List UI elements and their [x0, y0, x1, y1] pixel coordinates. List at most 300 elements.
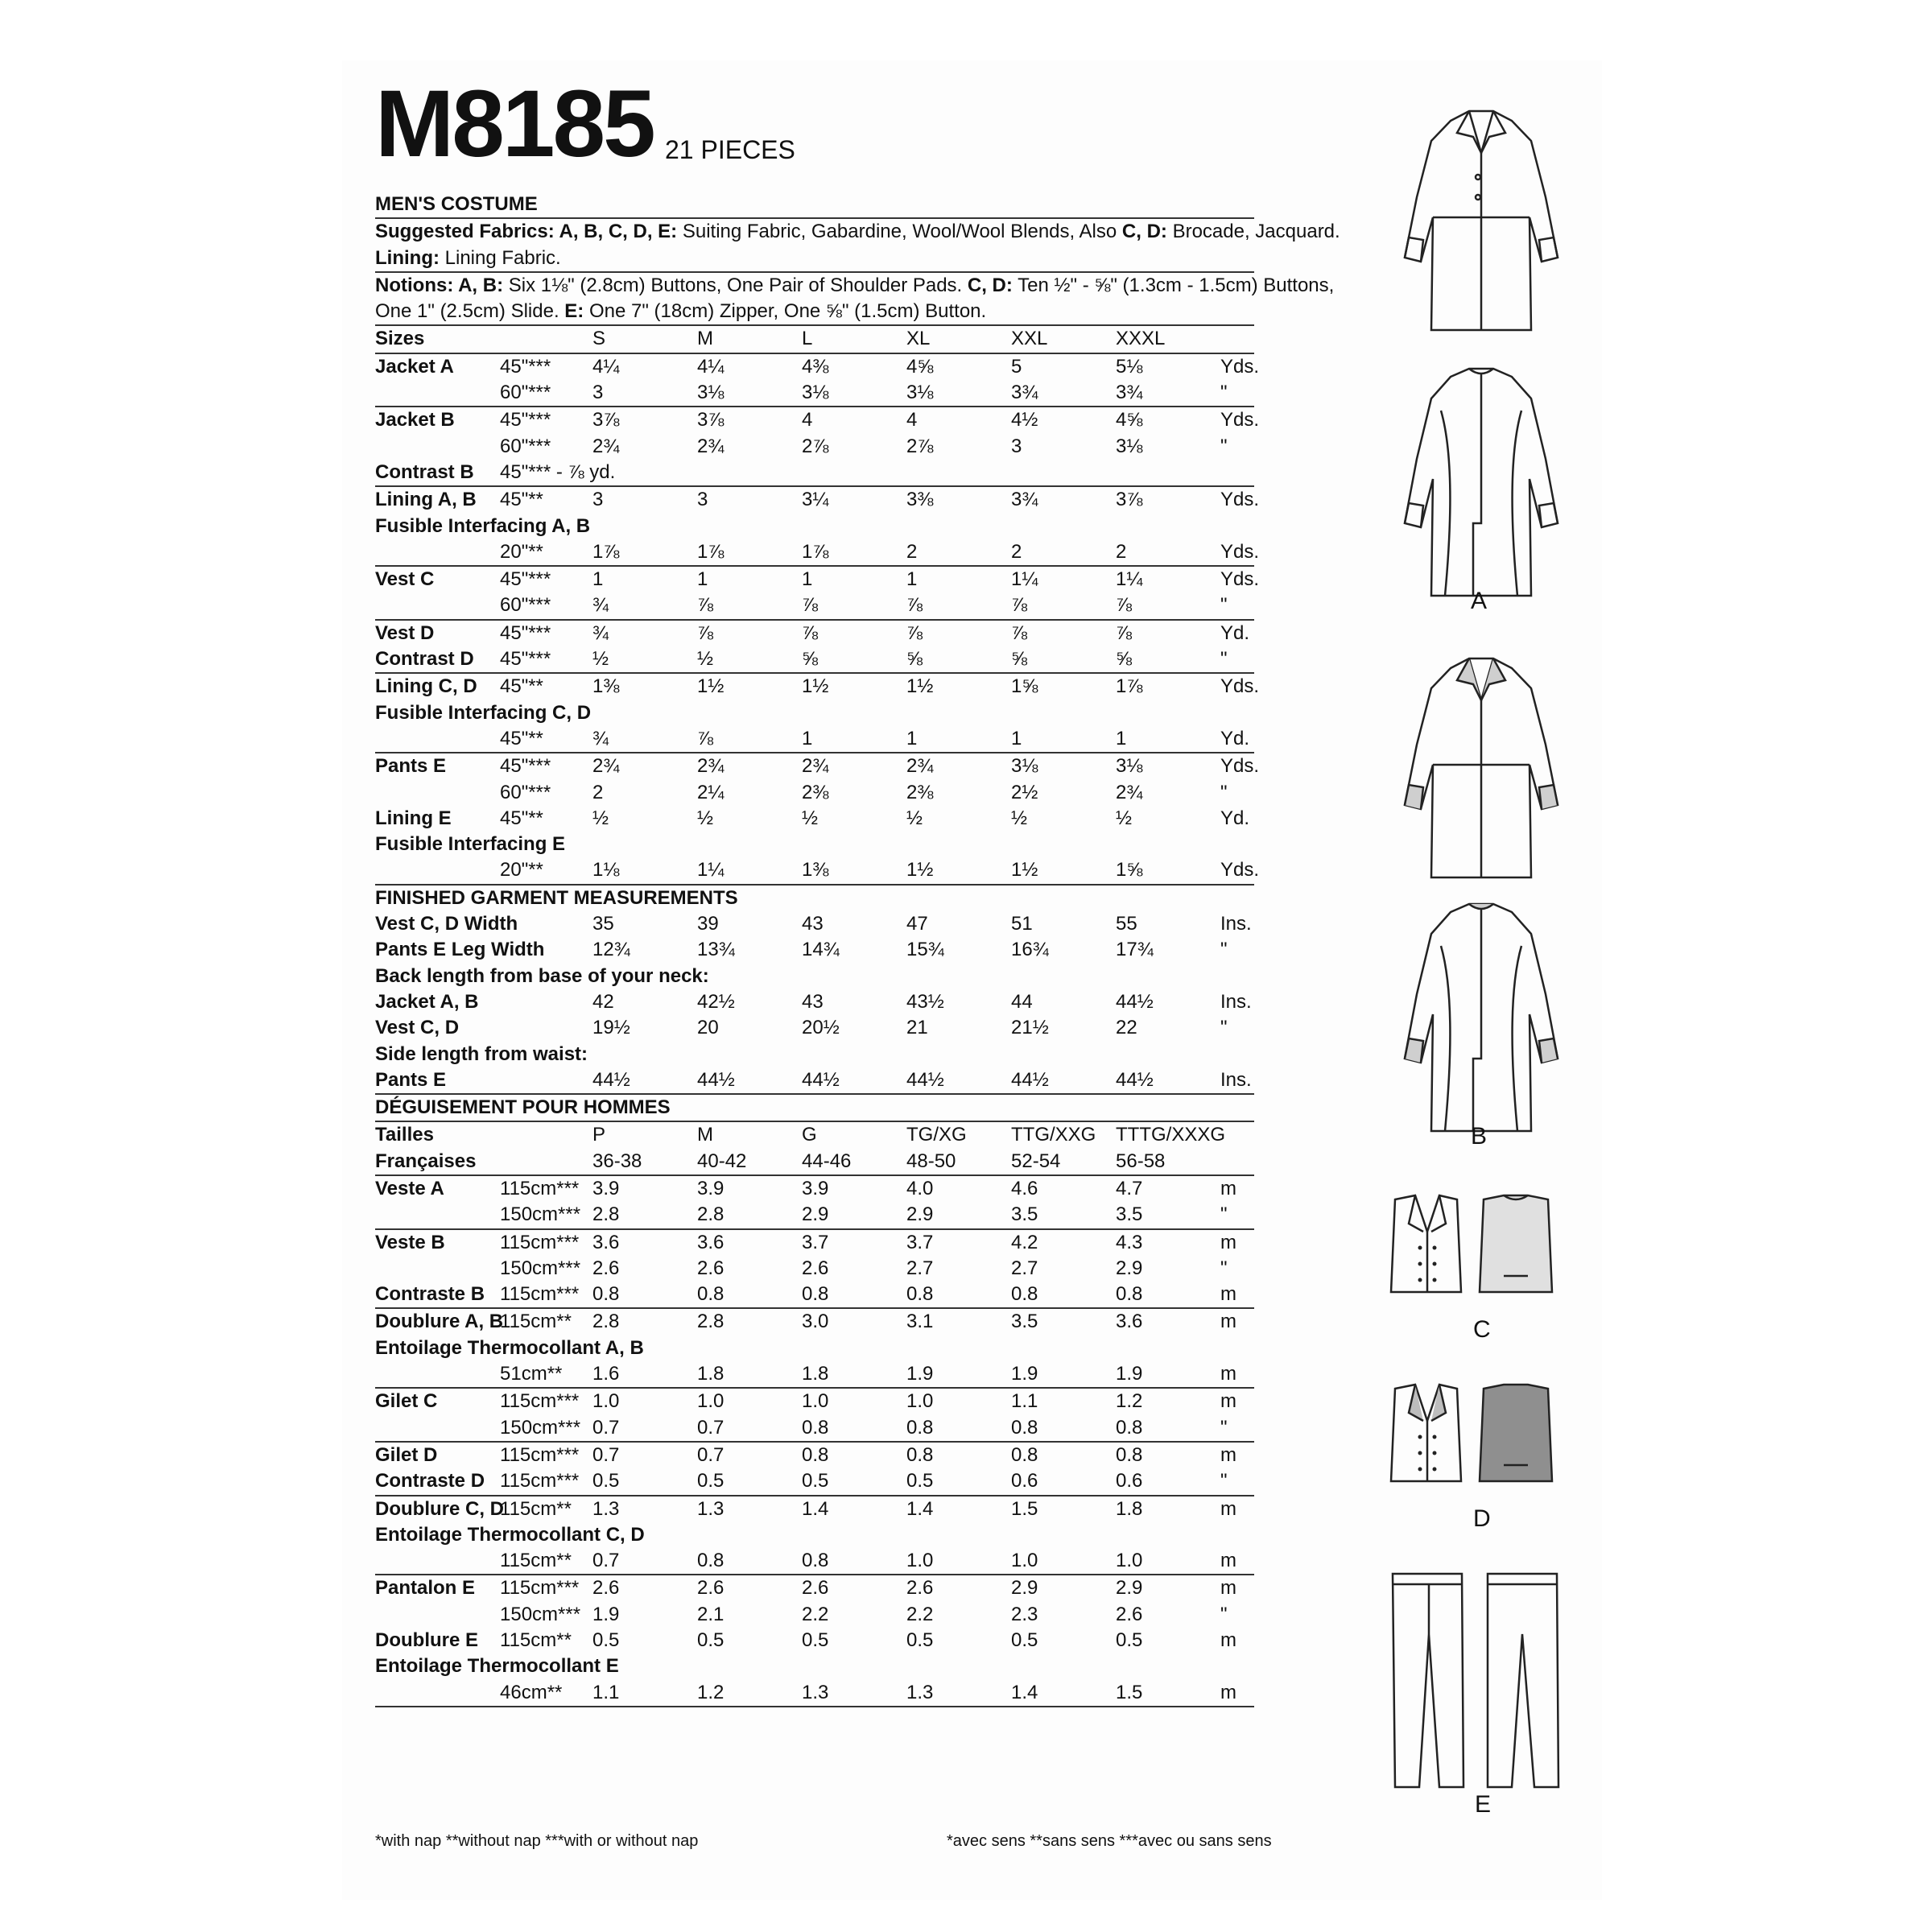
size-value: 2	[1116, 540, 1127, 563]
table-row	[375, 726, 1254, 752]
size-value: 21½	[1011, 1017, 1049, 1039]
size-value: 2.9	[802, 1203, 829, 1226]
jacket-b-back-drawing	[1393, 898, 1570, 1139]
fabric-width: 45"**	[500, 489, 543, 511]
size-value	[592, 1653, 697, 1679]
unit: Yds.	[1220, 568, 1260, 591]
size-value: 4.7	[1116, 1177, 1143, 1199]
unit: "	[1220, 1470, 1228, 1492]
fabric-width: 45"***	[500, 409, 551, 431]
size-value: 5	[1011, 355, 1022, 378]
fabric-width	[500, 937, 592, 963]
size-value: 4½	[1011, 409, 1038, 431]
size-value: 2.9	[1011, 1577, 1038, 1600]
size-value: 4.2	[1011, 1231, 1038, 1253]
view-label-c: C	[1473, 1316, 1491, 1343]
fabric-width	[500, 911, 592, 937]
row-label: Vest D	[375, 621, 435, 644]
size-value: 3⅛	[1116, 755, 1143, 778]
unit	[1220, 1653, 1254, 1679]
size-value: 44½	[592, 1068, 630, 1091]
size-value: 0.6	[1011, 1470, 1038, 1492]
size-value: 4⅝	[906, 355, 934, 378]
size-value: 1.0	[697, 1390, 724, 1413]
row-label: Fusible Interfacing E	[375, 833, 566, 856]
size-value: 3¾	[1011, 382, 1038, 404]
size-value: 3¾	[1116, 382, 1143, 404]
size-value: 2¾	[592, 755, 620, 778]
size-value: 40-42	[697, 1150, 747, 1172]
size-value	[906, 964, 1011, 989]
table-row	[375, 1680, 1254, 1706]
measurement-row	[375, 1042, 1254, 1067]
table-row	[375, 780, 1254, 806]
unit	[1220, 832, 1254, 857]
size-value: 4⅜	[802, 355, 829, 378]
unit: "	[1220, 939, 1228, 961]
size-value	[1116, 832, 1220, 857]
row-label	[375, 592, 500, 618]
size-value: 2.3	[1011, 1603, 1038, 1625]
size-value: ½	[697, 807, 714, 829]
size-value: 4.0	[906, 1177, 934, 1199]
size-value: 1.4	[906, 1497, 934, 1520]
size-value: 1	[592, 568, 604, 591]
unit: m	[1220, 1363, 1236, 1385]
unit: Yds.	[1220, 540, 1260, 563]
fabric-width: 45"***	[500, 621, 551, 644]
size-value: 44	[1011, 990, 1033, 1013]
size-value: 44-46	[802, 1150, 852, 1172]
size-value: 4	[906, 409, 918, 431]
yardage-chart	[375, 192, 1340, 1707]
size-value	[1116, 1335, 1220, 1361]
notions-line: Notions: A, B: Six 1⅛" (2.8cm) Buttons, One Pair of Shoulder Pads. C, D: Ten ½" - ⅝" (1.3cm - 1.5cm) Buttons,	[375, 274, 1335, 296]
notions-line-2: One 1" (2.5cm) Slide. E: One 7" (18cm) Zipper, One ⅝" (1.5cm) Button.	[375, 300, 987, 323]
row-label: Vest C, D	[375, 1017, 460, 1039]
size-value	[1116, 964, 1220, 989]
size-value: 0.8	[1116, 1283, 1143, 1306]
table-row	[375, 380, 1254, 406]
unit: m	[1220, 1177, 1236, 1199]
table-row	[375, 460, 1254, 485]
size-value	[1116, 1653, 1220, 1679]
unit: "	[1220, 594, 1228, 617]
size-value: ⅞	[697, 621, 714, 644]
vest-d-drawing	[1383, 1381, 1584, 1493]
size-value: 12¾	[592, 939, 630, 961]
row-label	[375, 434, 500, 460]
size-value: 2.6	[802, 1577, 829, 1600]
table-row	[375, 621, 1254, 646]
size-value: ⅞	[1116, 594, 1133, 617]
fabric-width: 115cm**	[500, 1311, 572, 1333]
unit: m	[1220, 1311, 1236, 1333]
row-label: Lining C, D	[375, 675, 477, 698]
size-value: 0.8	[906, 1443, 934, 1466]
view-label-a: A	[1471, 588, 1488, 614]
unit: "	[1220, 781, 1228, 803]
size-value: 0.7	[592, 1416, 620, 1439]
fabric-width: 20"**	[500, 859, 543, 881]
size-value: 0.5	[1011, 1629, 1038, 1652]
size-value	[592, 1522, 697, 1548]
sizes-row	[375, 1122, 1254, 1148]
size-value: ½	[592, 807, 609, 829]
size-value: 3⅛	[802, 382, 829, 404]
size-value: 3	[592, 489, 604, 511]
size-value: 1.9	[592, 1603, 620, 1625]
size-value: 0.8	[802, 1443, 829, 1466]
size-value: 1½	[802, 675, 829, 698]
size-value: 1½	[906, 859, 934, 881]
size-value: 42	[592, 990, 614, 1013]
size-value: XXL	[1011, 328, 1048, 350]
fabric-width: 115cm***	[500, 1577, 580, 1600]
size-value: 44½	[1011, 1068, 1049, 1091]
size-value	[1116, 1522, 1220, 1548]
fabric-width	[500, 1015, 592, 1041]
size-value: 0.8	[697, 1550, 724, 1572]
size-value: ⅝	[802, 648, 819, 671]
table-row	[375, 1468, 1254, 1494]
row-label: Jacket A	[375, 355, 454, 378]
size-value: 2.6	[592, 1577, 620, 1600]
size-value: 3	[1011, 435, 1022, 457]
size-value: 1	[1116, 727, 1127, 749]
table-row	[375, 700, 1254, 726]
size-value: 56-58	[1116, 1150, 1166, 1172]
row-label	[375, 780, 500, 806]
table-row	[375, 592, 1254, 618]
row-label: Pants E	[375, 1068, 447, 1091]
size-value: 2	[592, 781, 604, 803]
size-value: 2.6	[1116, 1603, 1143, 1625]
row-label: Doublure A, B	[375, 1311, 504, 1333]
size-value: 0.5	[592, 1470, 620, 1492]
size-value: 1.8	[802, 1363, 829, 1385]
size-value	[592, 1335, 697, 1361]
size-value: 39	[697, 913, 719, 935]
size-value	[906, 1042, 1011, 1067]
size-value: ⅝	[906, 648, 923, 671]
row-label: Fusible Interfacing A, B	[375, 514, 591, 537]
measurement-row	[375, 964, 1254, 989]
unit: "	[1220, 1603, 1228, 1625]
size-value: 3.5	[1116, 1203, 1143, 1226]
row-label: Jacket B	[375, 409, 455, 431]
fabric-width: 60"***	[500, 781, 551, 803]
size-value: 2.8	[592, 1203, 620, 1226]
table-row	[375, 1282, 1254, 1307]
fabric-width	[500, 1653, 592, 1679]
fabrics-line: Suggested Fabrics: A, B, C, D, E: Suiting Fabric, Gabardine, Wool/Wool Blends, Also C, D: Brocade, Jacquard.	[375, 221, 1340, 243]
size-value: 55	[1116, 913, 1137, 935]
size-value: 1.0	[1011, 1550, 1038, 1572]
row-label: Vest C, D Width	[375, 913, 518, 935]
row-label	[375, 1202, 500, 1228]
unit: Yd.	[1220, 727, 1250, 749]
size-value: 1.2	[697, 1681, 724, 1703]
size-value	[1011, 1653, 1116, 1679]
size-value: 3⅛	[906, 382, 934, 404]
size-value: 1.3	[592, 1497, 620, 1520]
unit	[1220, 326, 1254, 352]
view-label-d: D	[1473, 1505, 1491, 1532]
size-value: 14¾	[802, 939, 840, 961]
size-value	[802, 964, 906, 989]
lining-line: Lining: Lining Fabric.	[375, 246, 561, 269]
size-value: ½	[1116, 807, 1133, 829]
fabric-width: 150cm***	[500, 1416, 581, 1439]
size-value: 3.9	[592, 1177, 620, 1199]
size-value: 1.5	[1116, 1681, 1143, 1703]
size-value: 20½	[802, 1017, 840, 1039]
size-value	[802, 832, 906, 857]
size-value	[802, 700, 906, 726]
size-value	[1011, 1335, 1116, 1361]
size-value: 48-50	[906, 1150, 956, 1172]
size-value	[592, 514, 697, 539]
fabric-width: 115cm***	[500, 1470, 580, 1492]
size-value: 0.5	[906, 1470, 934, 1492]
row-label: Tailles	[375, 1124, 434, 1146]
size-value: 1.9	[906, 1363, 934, 1385]
size-value: 1.2	[1116, 1390, 1143, 1413]
size-value: 2⅞	[906, 435, 934, 457]
size-value: 3	[592, 382, 604, 404]
section-title-english: MEN'S COSTUME	[375, 193, 538, 215]
size-value: 1	[906, 568, 918, 591]
jacket-a-back-drawing	[1393, 362, 1570, 604]
size-value: 3.9	[697, 1177, 724, 1199]
row-label	[375, 1256, 500, 1282]
size-value: 2.9	[1116, 1257, 1143, 1279]
size-value: 1.0	[906, 1550, 934, 1572]
size-value: TTTG/XXXG	[1116, 1124, 1226, 1146]
size-value: 1	[802, 727, 813, 749]
size-value: 4¼	[697, 355, 724, 378]
size-value: ⅞	[906, 594, 923, 617]
size-value: 3.6	[592, 1231, 620, 1253]
fabric-width: 45"***	[500, 355, 551, 378]
unit: Yds.	[1220, 409, 1260, 431]
size-value: 2¾	[906, 755, 934, 778]
sizes-row	[375, 1149, 1254, 1174]
size-value	[1011, 832, 1116, 857]
unit: Yds.	[1220, 859, 1260, 881]
size-value	[802, 460, 906, 485]
size-value	[592, 964, 697, 989]
size-value: 5⅛	[1116, 355, 1143, 378]
table-row	[375, 832, 1254, 857]
section-title-french: DÉGUISEMENT POUR HOMMES	[375, 1096, 671, 1119]
row-label: Veste A	[375, 1177, 444, 1199]
fabric-width: 115cm***	[500, 1231, 580, 1253]
unit: m	[1220, 1443, 1236, 1466]
fabric-width	[500, 1067, 592, 1093]
table-row	[375, 1230, 1254, 1256]
fabric-width: 51cm**	[500, 1363, 563, 1385]
table-row	[375, 487, 1260, 513]
measurement-row	[375, 937, 1254, 963]
fabric-width: 45"*** - ⅞ yd.	[500, 460, 616, 483]
size-value	[697, 1042, 802, 1067]
size-value: 4⅝	[1116, 409, 1143, 431]
fabric-width: 60"***	[500, 594, 551, 617]
size-value: 0.5	[1116, 1629, 1143, 1652]
size-value: 43	[802, 913, 824, 935]
size-value: ⅝	[1011, 648, 1028, 671]
row-label: Side length from waist:	[375, 1042, 588, 1065]
fabric-width: 115cm***	[500, 1283, 580, 1306]
size-value: 1½	[697, 675, 724, 698]
size-value: ½	[592, 648, 609, 671]
row-label: Gilet C	[375, 1390, 438, 1413]
size-value: G	[802, 1124, 817, 1146]
size-value	[906, 1653, 1011, 1679]
size-value: ½	[1011, 807, 1028, 829]
size-value: 2¼	[697, 781, 724, 803]
unit	[1220, 1122, 1254, 1148]
size-value: 0.8	[1011, 1416, 1038, 1439]
size-value: 1.0	[906, 1390, 934, 1413]
sizes-header-row	[375, 326, 1254, 353]
fabric-width: 20"**	[500, 540, 543, 563]
measurement-row	[375, 911, 1254, 937]
size-value	[1011, 460, 1116, 485]
size-value: S	[592, 328, 606, 350]
size-value: 0.5	[697, 1629, 724, 1652]
row-label: Gilet D	[375, 1443, 438, 1466]
size-value: P	[592, 1124, 606, 1146]
size-value: 2⅜	[802, 781, 829, 803]
table-row	[375, 806, 1254, 832]
size-value: 3⅞	[592, 409, 620, 431]
size-value: 4¼	[592, 355, 620, 378]
fabric-width: 60"***	[500, 435, 551, 457]
size-value: 0.5	[802, 1629, 829, 1652]
size-value: 2⅞	[802, 435, 829, 457]
size-value: 3.7	[802, 1231, 829, 1253]
size-value: 43	[802, 990, 824, 1013]
table-row	[375, 1309, 1254, 1335]
finished-measurements	[375, 911, 1254, 1093]
size-value: 0.8	[592, 1283, 620, 1306]
unit	[1220, 1522, 1254, 1548]
unit: m	[1220, 1629, 1236, 1652]
size-value: 0.7	[592, 1443, 620, 1466]
size-value: 2¾	[1116, 781, 1143, 803]
size-value: 13¾	[697, 939, 735, 961]
size-value: 35	[592, 913, 614, 935]
size-value: 3⅛	[1011, 755, 1038, 778]
footnote-french: *avec sens **sans sens ***avec ou sans sens	[947, 1832, 1272, 1850]
size-value: 52-54	[1011, 1150, 1061, 1172]
size-value	[1116, 514, 1220, 539]
unit: Yds.	[1220, 489, 1260, 511]
table-row	[375, 1361, 1254, 1387]
finished-measurements-title: FINISHED GARMENT MEASUREMENTS	[375, 886, 738, 909]
table-row	[375, 1415, 1254, 1441]
size-value: 2.6	[802, 1257, 829, 1279]
table-row	[375, 407, 1260, 433]
size-value: 1¼	[697, 859, 724, 881]
size-value: 0.5	[906, 1629, 934, 1652]
size-value	[906, 1522, 1011, 1548]
size-value: ⅞	[697, 727, 714, 749]
fabric-width	[500, 964, 592, 989]
size-value: 1.4	[1011, 1681, 1038, 1703]
size-value: 2.7	[906, 1257, 934, 1279]
table-row	[375, 539, 1260, 565]
size-value: 2.9	[1116, 1577, 1143, 1600]
size-value: 3.0	[802, 1311, 829, 1333]
size-value	[906, 700, 1011, 726]
size-value: 2.2	[802, 1603, 829, 1625]
size-value: 0.8	[1011, 1443, 1038, 1466]
fabric-width: 150cm***	[500, 1203, 581, 1226]
size-value: 3⅛	[697, 382, 724, 404]
size-value: 3.6	[1116, 1311, 1143, 1333]
size-value: ½	[802, 807, 819, 829]
size-value	[802, 514, 906, 539]
row-label: Doublure E	[375, 1629, 479, 1652]
unit: "	[1220, 1416, 1228, 1439]
size-value: 0.8	[906, 1416, 934, 1439]
size-value	[697, 964, 802, 989]
size-value: 1⅜	[592, 675, 620, 698]
size-value: 1¼	[1011, 568, 1038, 591]
table-row	[375, 1575, 1254, 1601]
size-value	[1116, 1042, 1220, 1067]
row-label: Contraste D	[375, 1470, 485, 1492]
size-value: 2.2	[906, 1603, 934, 1625]
table-row	[375, 1522, 1254, 1548]
size-value	[697, 700, 802, 726]
size-value: 51	[1011, 913, 1033, 935]
size-value	[697, 1653, 802, 1679]
size-value: ⅞	[906, 621, 923, 644]
size-value: ⅞	[802, 594, 819, 617]
measurement-row	[375, 1067, 1254, 1093]
size-value: 42½	[697, 990, 735, 1013]
unit: Ins.	[1220, 1068, 1252, 1091]
fabric-width	[500, 1122, 592, 1148]
size-value	[1011, 964, 1116, 989]
row-label	[375, 539, 500, 565]
size-value: 1.1	[1011, 1390, 1038, 1413]
table-row	[375, 1653, 1254, 1679]
size-value	[906, 1335, 1011, 1361]
size-value: 3	[697, 489, 708, 511]
table-row	[375, 1202, 1254, 1228]
size-value: 1.8	[697, 1363, 724, 1385]
table-row	[375, 1389, 1254, 1414]
size-value: 4.6	[1011, 1177, 1038, 1199]
row-label: Sizes	[375, 328, 425, 350]
row-label: Entoilage Thermocollant A, B	[375, 1336, 644, 1359]
size-value: 0.8	[906, 1283, 934, 1306]
table-row	[375, 857, 1260, 883]
size-value: 3.9	[802, 1177, 829, 1199]
size-value: 2.8	[697, 1203, 724, 1226]
size-value: 1	[802, 568, 813, 591]
french-sizes-header	[375, 1122, 1254, 1176]
row-label: Doublure C, D	[375, 1497, 504, 1520]
size-value: TG/XG	[906, 1124, 967, 1146]
size-value: 47	[906, 913, 928, 935]
